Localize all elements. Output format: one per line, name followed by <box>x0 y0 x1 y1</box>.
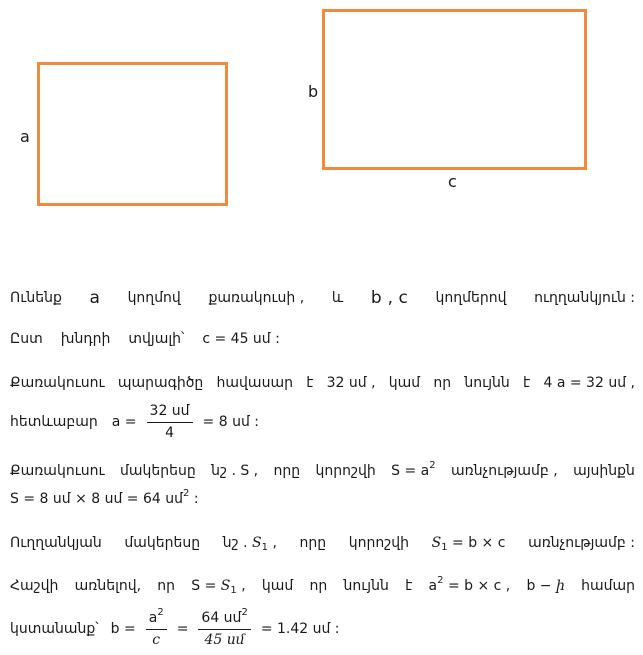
text-line-3 <box>10 375 635 391</box>
expr-body: = b × c , <box>447 578 511 594</box>
word: առնելով, <box>74 578 142 594</box>
var-bc <box>371 288 408 308</box>
fraction-numerator: 32 սմ <box>147 403 193 423</box>
equals-sign: = <box>176 621 189 637</box>
word: հավասար <box>216 375 293 391</box>
expression: c = 45 սմ : <box>202 331 280 347</box>
word: առնչությամբ : <box>528 535 635 551</box>
var-s: S <box>220 578 231 594</box>
expression <box>10 488 199 507</box>
word: կողմերով <box>435 290 507 306</box>
word: նույնն <box>464 375 510 391</box>
fraction-denominator: 45 սմ <box>204 631 245 648</box>
word: Հաշվի <box>10 578 59 594</box>
fraction-numerator <box>198 606 250 630</box>
word: մակերեսը <box>124 535 201 551</box>
square-side-label: a <box>20 127 30 146</box>
exponent: 2 <box>429 460 436 471</box>
word: կողմով <box>127 290 181 306</box>
word: է <box>523 375 531 391</box>
var-s: S <box>431 535 442 551</box>
text-line-5 <box>10 460 635 479</box>
expression <box>391 460 436 479</box>
var-a: a <box>428 578 438 594</box>
formula-b <box>110 606 340 649</box>
word: կամ <box>388 375 421 391</box>
exponent: 2 <box>241 606 248 618</box>
word: մակերեսը <box>120 463 196 479</box>
word: է <box>306 375 314 391</box>
fraction <box>198 606 250 649</box>
word: որը <box>299 535 327 551</box>
word: կորոշվի <box>348 535 409 551</box>
square-figure <box>37 62 228 206</box>
text-line-1 <box>10 288 635 308</box>
expression <box>191 578 245 594</box>
word: Ունենք <box>10 290 62 306</box>
rectangle-figure <box>322 9 587 170</box>
word: առնչությամբ , <box>451 463 558 479</box>
num-base: 64 սմ <box>201 609 242 626</box>
word: որ <box>309 578 328 594</box>
word: է <box>405 578 413 594</box>
formula-rhs: = 8 սմ : <box>202 414 259 430</box>
word: Ուղղանկյան <box>10 535 102 551</box>
rectangle-side-label: b <box>308 82 319 101</box>
text-line-2 <box>10 331 635 347</box>
expr-lhs: S = <box>191 578 217 594</box>
fraction-denominator: 4 <box>165 424 174 441</box>
var-s: S <box>252 535 262 551</box>
text-line-7 <box>10 535 635 551</box>
word: քառակուսի , <box>208 290 305 306</box>
word: և <box>331 290 344 306</box>
word: Քառակուսու <box>10 375 105 391</box>
expression <box>526 578 564 594</box>
word: տվյալի՝ <box>128 331 185 347</box>
text-line-8 <box>10 575 635 596</box>
expression <box>432 535 506 551</box>
word: որ <box>157 578 176 594</box>
expression: 4 a = 32 սմ , <box>543 375 635 391</box>
num-base: a <box>148 609 158 626</box>
word: կստանանք՝ <box>10 621 99 637</box>
word: նշ . <box>222 535 248 551</box>
rectangle-bottom-label: c <box>448 172 457 191</box>
word: պարագիծը <box>117 375 204 391</box>
word: խնդրի <box>60 331 111 347</box>
word: Ըստ <box>10 331 43 347</box>
word: այսինքն <box>573 463 635 479</box>
expr-end: : <box>189 491 199 507</box>
expr-base: S = a <box>391 463 430 479</box>
word: 32 սմ , <box>326 375 376 391</box>
word: որ <box>433 375 452 391</box>
word: համար <box>581 578 635 594</box>
fraction-numerator <box>146 606 167 630</box>
fraction <box>146 606 167 649</box>
text-line-9 <box>10 606 635 652</box>
var-a: a <box>89 288 100 308</box>
formula-rhs: = 1.42 սմ : <box>260 621 340 637</box>
word: ուղղանկյուն : <box>534 290 635 306</box>
punct: , <box>272 535 277 551</box>
text-line-6 <box>10 488 635 507</box>
exponent: 2 <box>437 575 444 586</box>
expr-body: b − <box>526 578 552 594</box>
formula-lhs: b = <box>110 621 136 637</box>
formula-lhs: a = <box>111 414 137 430</box>
formula-a <box>112 403 259 442</box>
subscript: 1 <box>441 542 448 553</box>
word: կորոշվի <box>315 463 376 479</box>
word: նույնն <box>343 578 389 594</box>
fraction <box>147 403 193 442</box>
word: Քառակուսու <box>10 463 105 479</box>
subscript: 1 <box>261 542 268 553</box>
expr-body: = b × c <box>452 535 506 551</box>
exponent: 2 <box>157 606 164 618</box>
var-b: b <box>370 288 382 308</box>
word: որը <box>273 463 301 479</box>
word: հետևաբար <box>10 414 98 430</box>
suffix: ի <box>555 578 565 594</box>
text-line-4 <box>10 403 635 441</box>
expression <box>428 575 511 594</box>
var-c: , c <box>387 288 408 308</box>
subscript: 1 <box>230 585 237 596</box>
word: կամ <box>261 578 294 594</box>
fraction-denominator: c <box>152 631 161 648</box>
punct: , <box>241 578 246 594</box>
expr-base: S = 8 սմ × 8 սմ = 64 սմ <box>10 491 183 507</box>
notation <box>223 535 277 551</box>
exponent: 2 <box>183 488 190 499</box>
word: նշ . S , <box>211 463 259 479</box>
